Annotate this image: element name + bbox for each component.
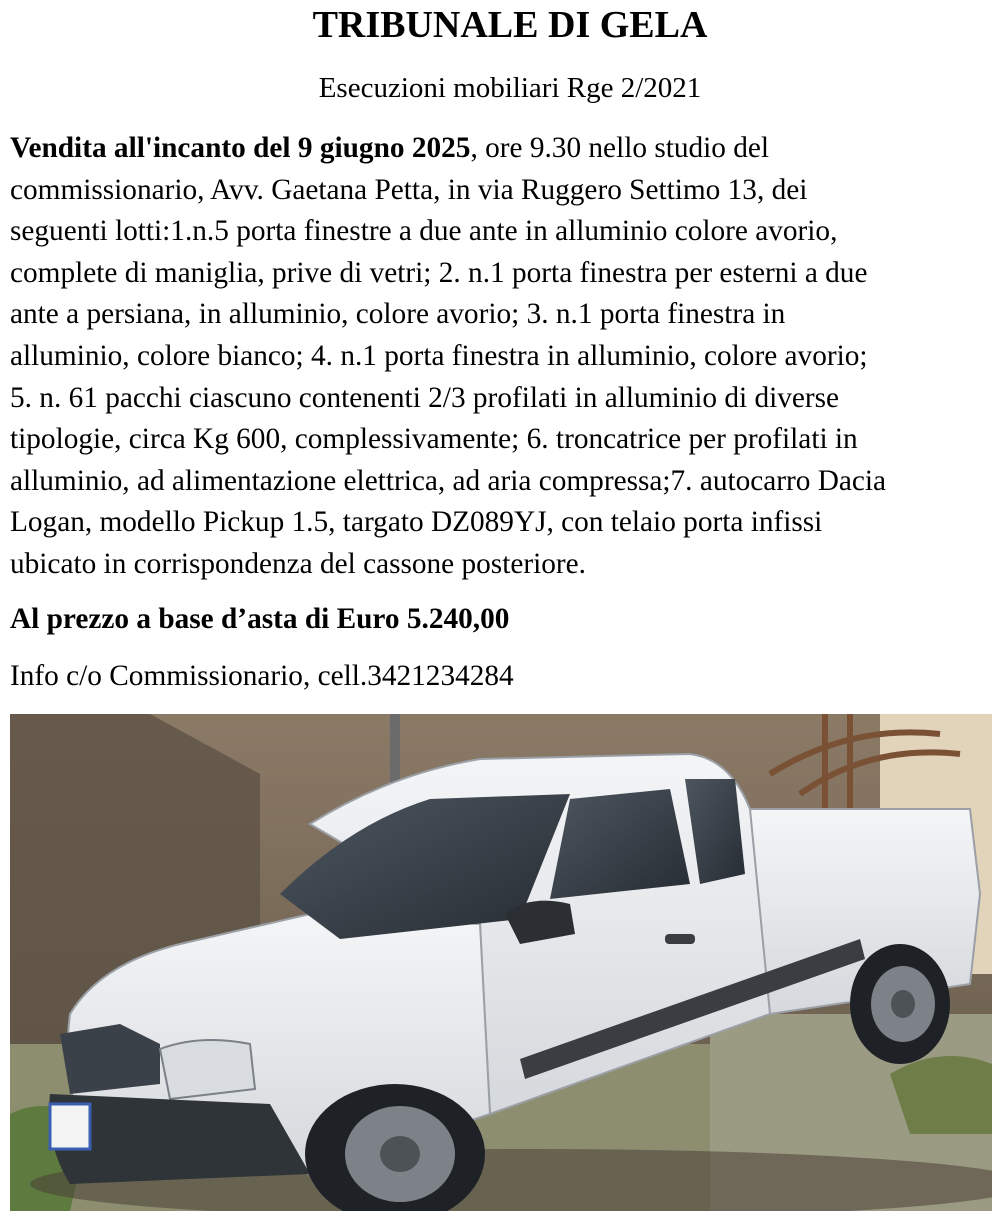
sale-date-lead: Vendita all'incanto del 9 giugno 2025 xyxy=(10,132,471,164)
rear-wheel xyxy=(850,944,950,1064)
pickup-truck-illustration xyxy=(10,714,992,1211)
notice-line xyxy=(10,128,999,170)
notice-line: ubicato in corrispondenza del cassone posteriore. xyxy=(10,547,586,580)
notice-line: tipologie, circa Kg 600, complessivamente; 6. troncatrice per profilati in xyxy=(10,423,858,456)
notice-line: Logan, modello Pickup 1.5, targato DZ089YJ, con telaio porta infissi xyxy=(10,506,823,539)
notice-line: complete di maniglia, prive di vetri; 2. n.1 porta finestra per esterni a due xyxy=(10,256,868,289)
notice-line-text: , ore 9.30 nello studio del xyxy=(470,132,770,164)
notice-line: alluminio, colore bianco; 4. n.1 porta finestra in alluminio, colore avorio; xyxy=(10,339,868,372)
contact-info: Info c/o Commissionario, cell.3421234284 xyxy=(10,660,514,692)
notice-line: seguenti lotti:1.n.5 porta finestre a due ante in alluminio colore avorio, xyxy=(10,215,838,248)
sale-notice-text xyxy=(10,128,999,586)
notice-line: alluminio, ad alimentazione elettrica, ad aria compressa;7. autocarro Dacia xyxy=(10,464,887,497)
notice-line: ante a persiana, in alluminio, colore avorio; 3. n.1 porta finestra in xyxy=(10,298,786,331)
notice-line: commissionario, Avv. Gaetana Petta, in via Ruggero Settimo 13, dei xyxy=(10,173,808,206)
truck-photo xyxy=(10,714,992,1211)
door-handle xyxy=(665,934,695,944)
side-window xyxy=(550,789,690,899)
court-title: TRIBUNALE DI GELA xyxy=(312,4,708,46)
headlight xyxy=(160,1040,255,1099)
case-subtitle: Esecuzioni mobiliari Rge 2/2021 xyxy=(318,72,702,104)
base-price: Al prezzo a base d’asta di Euro 5.240,00 xyxy=(10,603,510,635)
notice-line: 5. n. 61 pacchi ciascuno contenenti 2/3 profilati in alluminio di diverse xyxy=(10,381,840,414)
license-plate xyxy=(50,1104,90,1149)
